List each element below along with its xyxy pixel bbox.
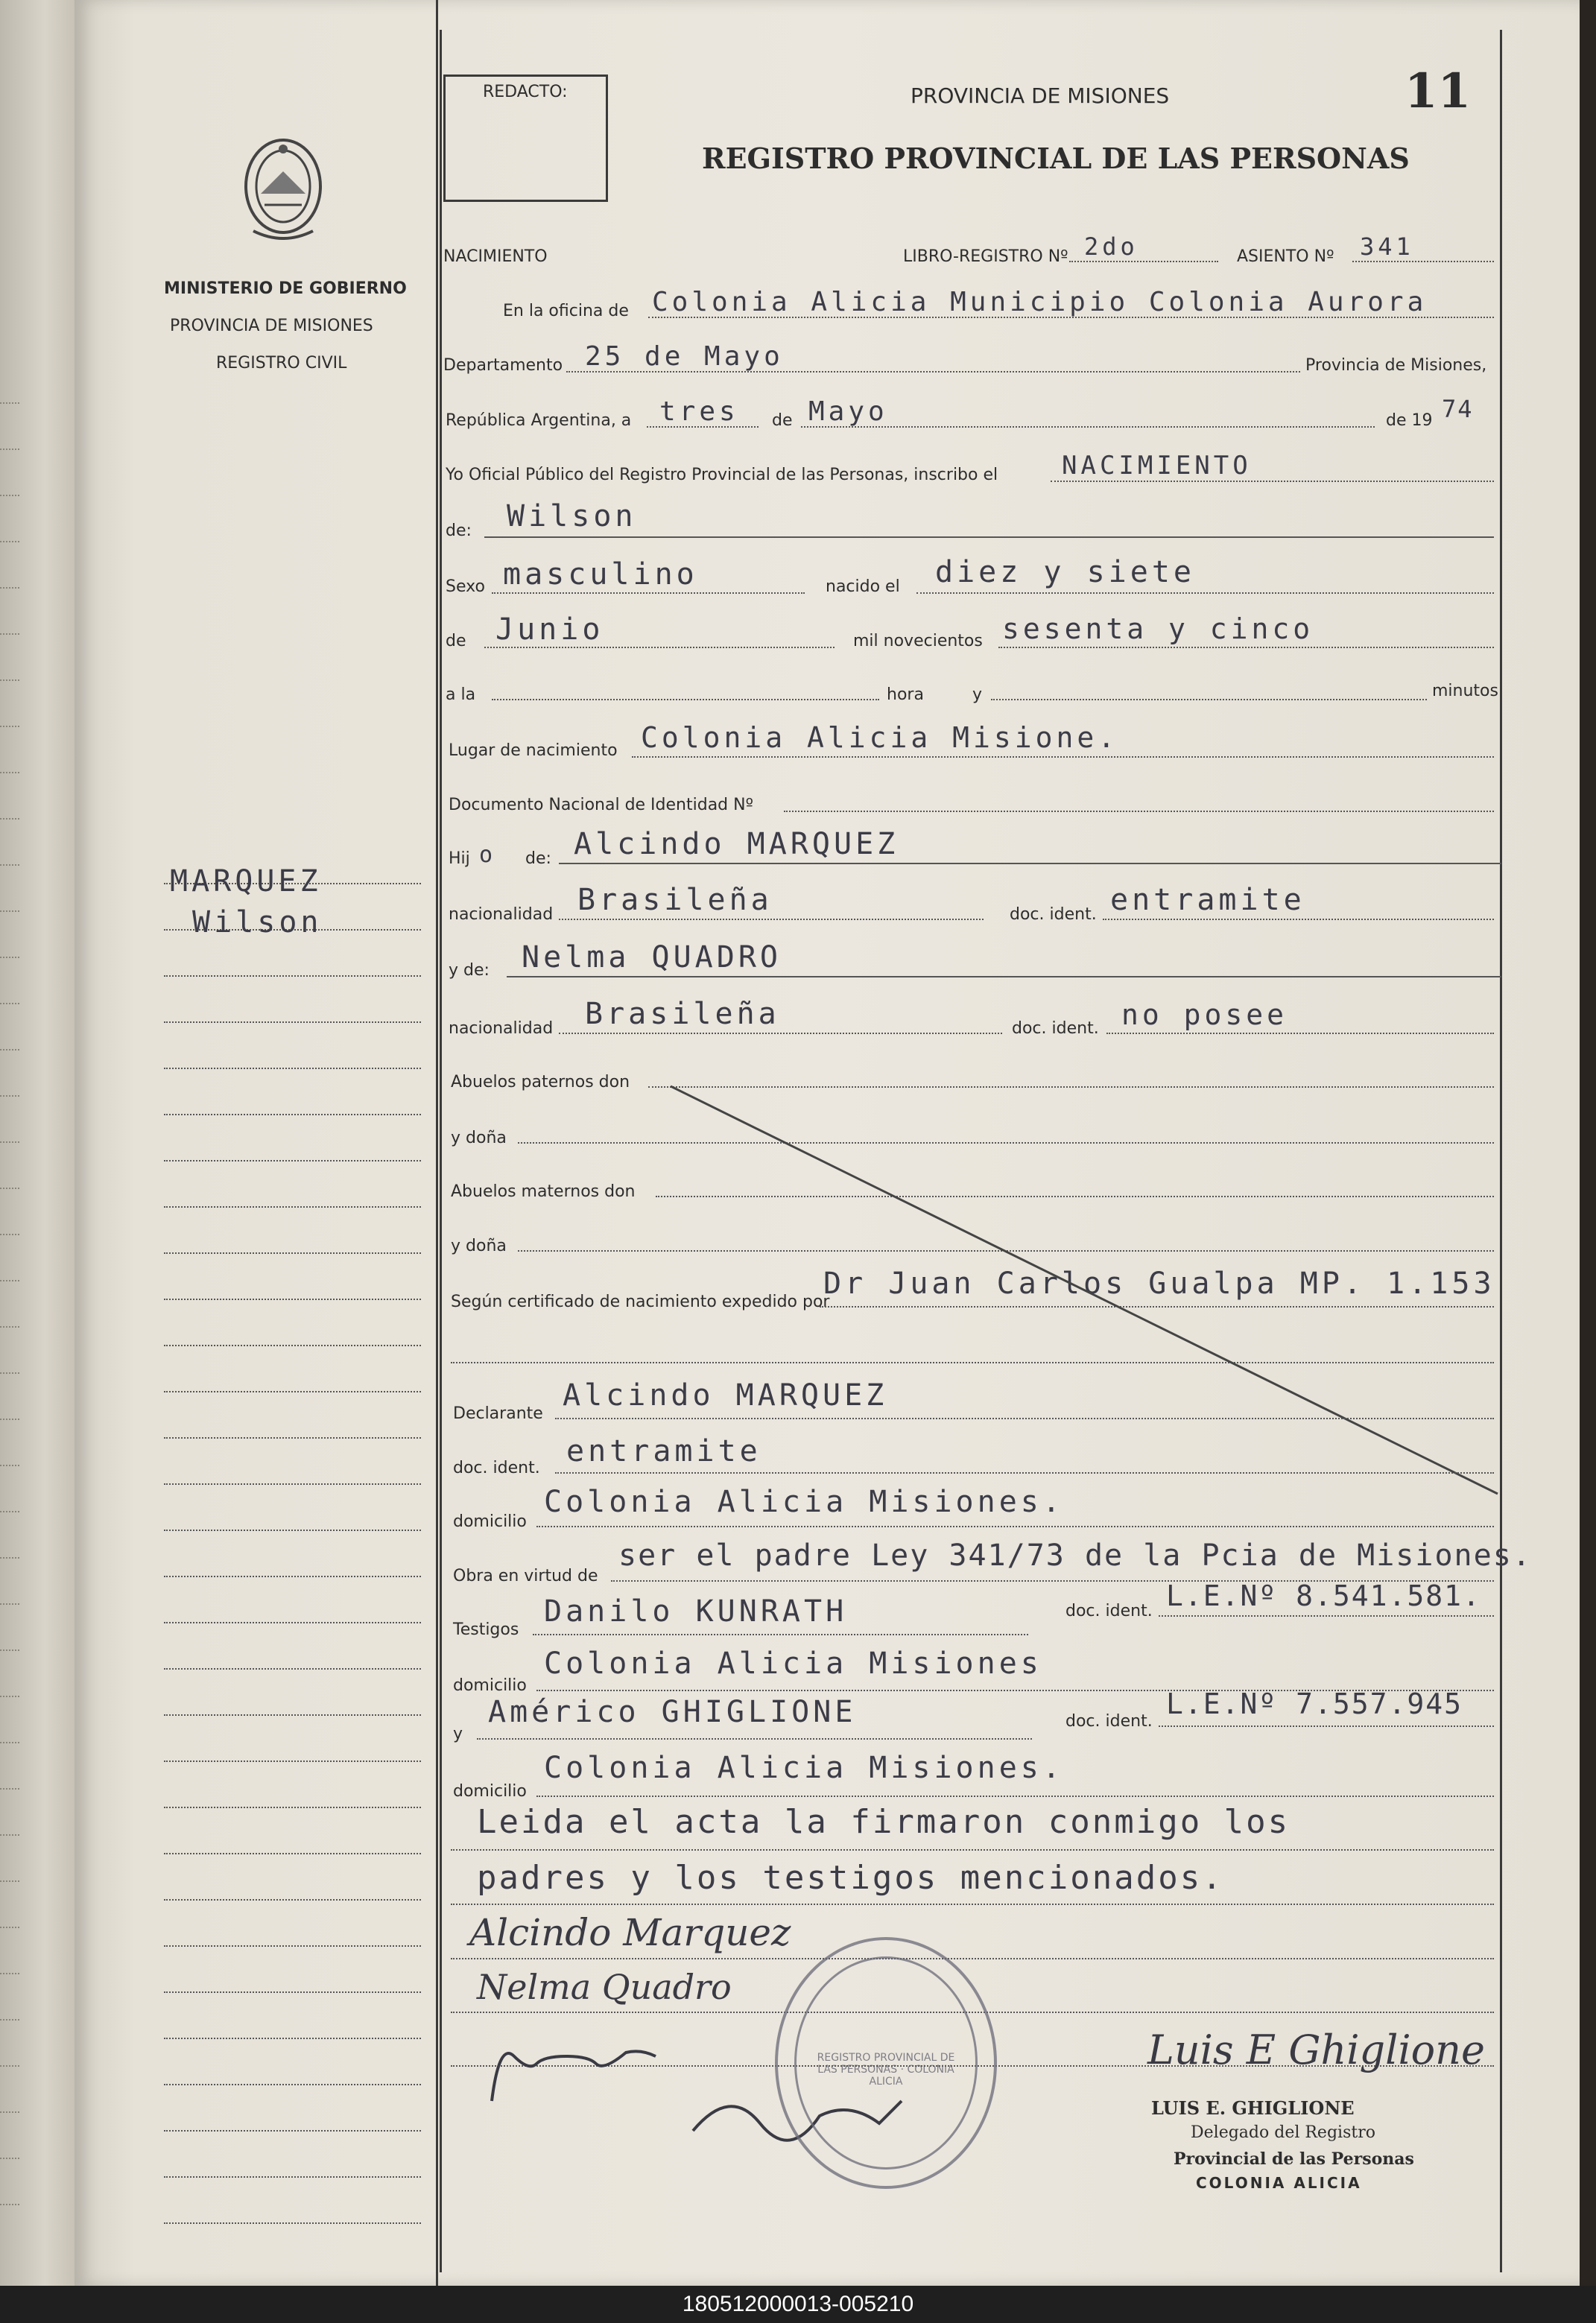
hijo-label: Hij [449, 849, 470, 868]
margin-line [164, 1437, 421, 1439]
minutos-label: minutos [1432, 682, 1498, 700]
ministry-title: MINISTERIO DE GOBIERNO [164, 279, 407, 298]
margin-line [164, 1899, 421, 1901]
margin-line [164, 1206, 421, 1208]
republica-label: República Argentina, a [446, 411, 632, 430]
header-province: PROVINCIA DE MISIONES [911, 83, 1170, 108]
lugar-label: Lugar de nacimiento [449, 741, 618, 760]
departamento-label: Departamento [443, 356, 563, 375]
margin-line [164, 1252, 421, 1254]
oficina-value: Colonia Alicia Municipio Colonia Aurora [652, 287, 1428, 317]
madre-value: Nelma QUADRO [522, 940, 782, 974]
madre-nac-value: Brasileña [585, 997, 780, 1031]
hora-label: hora [887, 685, 924, 704]
margin-line [164, 1391, 421, 1392]
dia-value: tres [659, 396, 739, 427]
margin-line [164, 1714, 421, 1716]
testigo2-dom-value: Colonia Alicia Misiones. [544, 1751, 1064, 1785]
segun-value: Dr Juan Carlos Gualpa MP. 1.153 [823, 1267, 1495, 1301]
redacto-box [443, 75, 608, 202]
margin-line [164, 1622, 421, 1623]
nombre-value: Wilson [507, 499, 637, 533]
testigo1-doc-value: L.E.Nº 8.541.581. [1166, 1579, 1481, 1612]
abuelos-maternos-label: Abuelos maternos don [451, 1182, 636, 1201]
asiento-label: ASIENTO Nº [1237, 247, 1334, 266]
margin-line [164, 2130, 421, 2132]
decl-doc-value: entramite [566, 1434, 761, 1468]
official-signature: Luis E Ghiglione [1147, 2026, 1485, 2073]
header-registry-title: REGISTRO PROVINCIAL DE LAS PERSONAS [702, 142, 1410, 175]
doc-ident-label-2: doc. ident. [1012, 1019, 1099, 1038]
nacionalidad-label-2: nacionalidad [449, 1019, 554, 1038]
obra-label: Obra en virtud de [453, 1567, 598, 1585]
domicilio-label-1: domicilio [453, 1512, 527, 1531]
nota-line2: padres y los testigos mencionados. [477, 1859, 1224, 1897]
y-dona-label-2: y doña [451, 1237, 507, 1255]
page-number: 11 [1405, 63, 1472, 119]
margin-line [164, 1807, 421, 1808]
official-name: LUIS E. GHIGLIONE [1151, 2097, 1355, 2119]
province-crest-icon [238, 134, 328, 253]
redacto-label: REDACTO: [483, 83, 568, 101]
testigo1-value: Danilo KUNRATH [544, 1594, 848, 1629]
oficina-label: En la oficina de [503, 302, 629, 320]
hijo-de-label: de: [525, 849, 551, 868]
doc-ident-label-4: doc. ident. [1065, 1712, 1153, 1731]
sexo-value: masculino [503, 557, 698, 592]
padre-nac-value: Brasileña [577, 883, 773, 917]
de-nombre-label: de: [446, 522, 472, 540]
de-label-1: de [772, 411, 793, 430]
cancellation-line [671, 1080, 1505, 1498]
margin-line [164, 2084, 421, 2085]
margin-line [164, 1668, 421, 1670]
margin-given-name: Wilson [192, 905, 323, 939]
ministry-province: PROVINCIA DE MISIONES [170, 317, 373, 335]
y-de-label: y de: [449, 961, 490, 980]
declarante-label: Declarante [453, 1404, 543, 1423]
libro-value: 2do [1084, 232, 1139, 261]
libro-label: LIBRO-REGISTRO Nº [903, 247, 1068, 266]
a-la-label: a la [446, 685, 476, 704]
margin-line [164, 1530, 421, 1531]
madre-doc-value: no posee [1121, 998, 1288, 1031]
departamento-value: 25 de Mayo [585, 341, 784, 372]
stamp-text: REGISTRO PROVINCIAL DE LAS PERSONAS · COLONIA ALICIA [817, 2052, 955, 2088]
margin-line [164, 2222, 421, 2224]
domicilio-label-3: domicilio [453, 1782, 527, 1801]
declarante-value: Alcindo MARQUEZ [563, 1378, 888, 1413]
nota-line1: Leida el acta la firmaron conmigo los [477, 1803, 1291, 1841]
left-page-edge [0, 0, 75, 2286]
margin-line [164, 1576, 421, 1577]
segun-label: Según certificado de nacimiento expedido por [451, 1293, 830, 1311]
margin-line [164, 1021, 421, 1023]
image-id-footer: 180512000013-005210 [0, 2286, 1596, 2323]
margin-line [164, 975, 421, 977]
signature-witness1 [484, 2012, 671, 2108]
lugar-value: Colonia Alicia Misione. [641, 721, 1119, 754]
inscribo-value: NACIMIENTO [1062, 451, 1252, 481]
anio-value: 74 [1442, 395, 1474, 423]
abuelos-paternos-label: Abuelos paternos don [451, 1073, 630, 1091]
nacido-value: diez y siete [935, 555, 1195, 589]
official-title2: Provincial de las Personas [1174, 2149, 1414, 2169]
margin-line [164, 1160, 421, 1162]
doc-ident-label-1: doc. ident. [1010, 905, 1097, 924]
official-title1: Delegado del Registro [1191, 2123, 1375, 2142]
official-stamp [775, 1937, 997, 2189]
padre-doc-value: entramite [1110, 883, 1305, 917]
mes-value: Mayo [808, 396, 888, 427]
margin-line [164, 1345, 421, 1346]
margin-line [164, 1483, 421, 1485]
mil-label: mil novecientos [853, 632, 983, 650]
oficial-label: Yo Oficial Público del Registro Provincial de las Personas, inscribo el [446, 466, 998, 484]
decl-dom-value: Colonia Alicia Misiones. [544, 1485, 1064, 1519]
sexo-label: Sexo [446, 577, 485, 596]
nacimiento-label: NACIMIENTO [443, 247, 548, 266]
de-mes-label: de [446, 632, 466, 650]
signature-mother: Nelma Quadro [477, 1967, 732, 2007]
testigo2-value: Américo GHIGLIONE [488, 1695, 857, 1729]
nacionalidad-label-1: nacionalidad [449, 905, 554, 924]
margin-line [164, 1114, 421, 1115]
margin-line [164, 1991, 421, 1993]
y-label: y [972, 685, 983, 704]
margin-line [164, 2038, 421, 2039]
domicilio-label-2: domicilio [453, 1676, 527, 1695]
signature-father: Alcindo Marquez [469, 1911, 791, 1954]
margin-surname: MARQUEZ [170, 864, 322, 899]
margin-line [164, 1068, 421, 1069]
ministry-registry: REGISTRO CIVIL [216, 354, 347, 373]
margin-line [164, 2176, 421, 2178]
decl-doc-label: doc. ident. [453, 1459, 540, 1477]
testigo2-doc-value: L.E.Nº 7.557.945 [1166, 1687, 1463, 1720]
official-place: COLONIA ALICIA [1196, 2174, 1362, 2192]
y-dona-label-1: y doña [451, 1129, 507, 1147]
testigo1-dom-value: Colonia Alicia Misiones [544, 1647, 1042, 1681]
margin-column [89, 0, 438, 2286]
margin-line [164, 1761, 421, 1762]
nac-mes-value: Junio [495, 612, 604, 647]
padre-value: Alcindo MARQUEZ [574, 827, 899, 861]
margin-line [164, 1853, 421, 1854]
de19-label: de 19 [1386, 411, 1433, 430]
dni-label: Documento Nacional de Identidad Nº [449, 796, 753, 814]
obra-value: ser el padre Ley 341/73 de la Pcia de Misiones. [618, 1538, 1532, 1573]
testigos-label: Testigos [453, 1620, 519, 1639]
margin-line [164, 1945, 421, 1947]
left-page-lines [0, 358, 22, 2205]
asiento-value: 341 [1360, 232, 1414, 261]
doc-ident-label-3: doc. ident. [1065, 1602, 1153, 1620]
mil-value: sesenta y cinco [1002, 612, 1314, 645]
y-testigo-label: y [453, 1725, 463, 1743]
margin-line [164, 1299, 421, 1300]
nacido-label: nacido el [826, 577, 900, 596]
hijo-suffix: o [479, 842, 493, 868]
provincia-label: Provincia de Misiones, [1305, 356, 1487, 375]
